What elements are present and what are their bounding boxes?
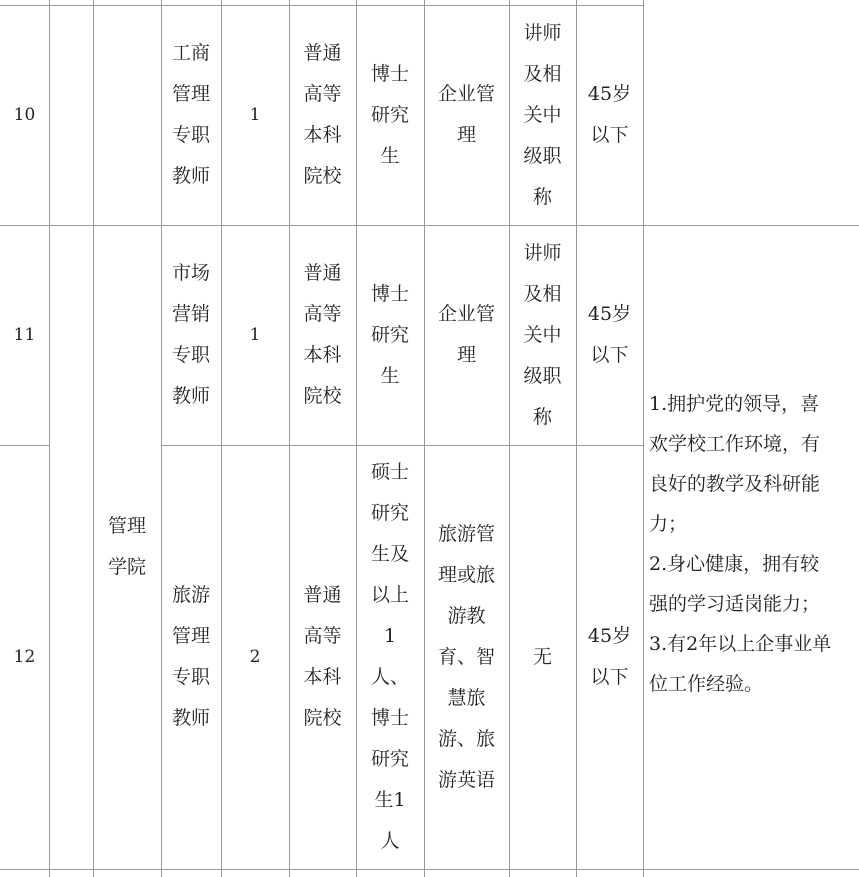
age-cell: 45岁 以下 <box>587 83 632 146</box>
department-cell: 管理 学院 <box>107 515 146 578</box>
school-cell: 普通 高等 本科 院校 <box>303 584 342 729</box>
major-cell: 旅游管 理或旅 游教 育、智 慧旅 游、旅 游英语 <box>437 522 495 791</box>
title-cell: 讲师 及相 关中 级职 称 <box>523 21 562 208</box>
count-cell: 1 <box>249 324 261 345</box>
requirements-cell: 1.拥护党的领导，喜 欢学校工作环境，有 良好的教学及科研能 力； 2.身心健康，拥有较 强的学习适岗能力； 3.有2年以上企事业单 位工作经验。 <box>649 393 832 695</box>
col-divider <box>643 0 644 877</box>
major-cell: 企业管 理 <box>437 83 495 146</box>
age-cell: 45岁 以下 <box>587 303 632 366</box>
post-cell: 市场 营销 专职 教师 <box>171 262 210 407</box>
col-divider <box>49 0 50 877</box>
title-cell: 无 <box>532 645 552 668</box>
post-cell: 工商 管理 专职 教师 <box>171 42 210 187</box>
school-cell: 普通 高等 本科 院校 <box>303 42 342 187</box>
title-cell: 讲师 及相 关中 级职 称 <box>523 241 562 428</box>
degree-cell: 硕士 研究 生及 以上 1 人、 博士 研究 生1 人 <box>370 461 409 852</box>
seq-cell: 12 <box>13 646 36 667</box>
degree-cell: 博士 研究 生 <box>370 282 409 387</box>
school-cell: 普通 高等 本科 院校 <box>303 262 342 407</box>
seq-cell: 11 <box>13 324 36 345</box>
major-cell: 企业管 理 <box>437 303 495 366</box>
age-cell: 45岁 以下 <box>587 625 632 688</box>
seq-cell: 10 <box>13 104 36 125</box>
degree-cell: 博士 研究 生 <box>370 62 409 167</box>
count-cell: 2 <box>249 646 261 667</box>
count-cell: 1 <box>249 104 261 125</box>
post-cell: 旅游 管理 专职 教师 <box>171 584 210 729</box>
row-divider <box>0 869 859 870</box>
